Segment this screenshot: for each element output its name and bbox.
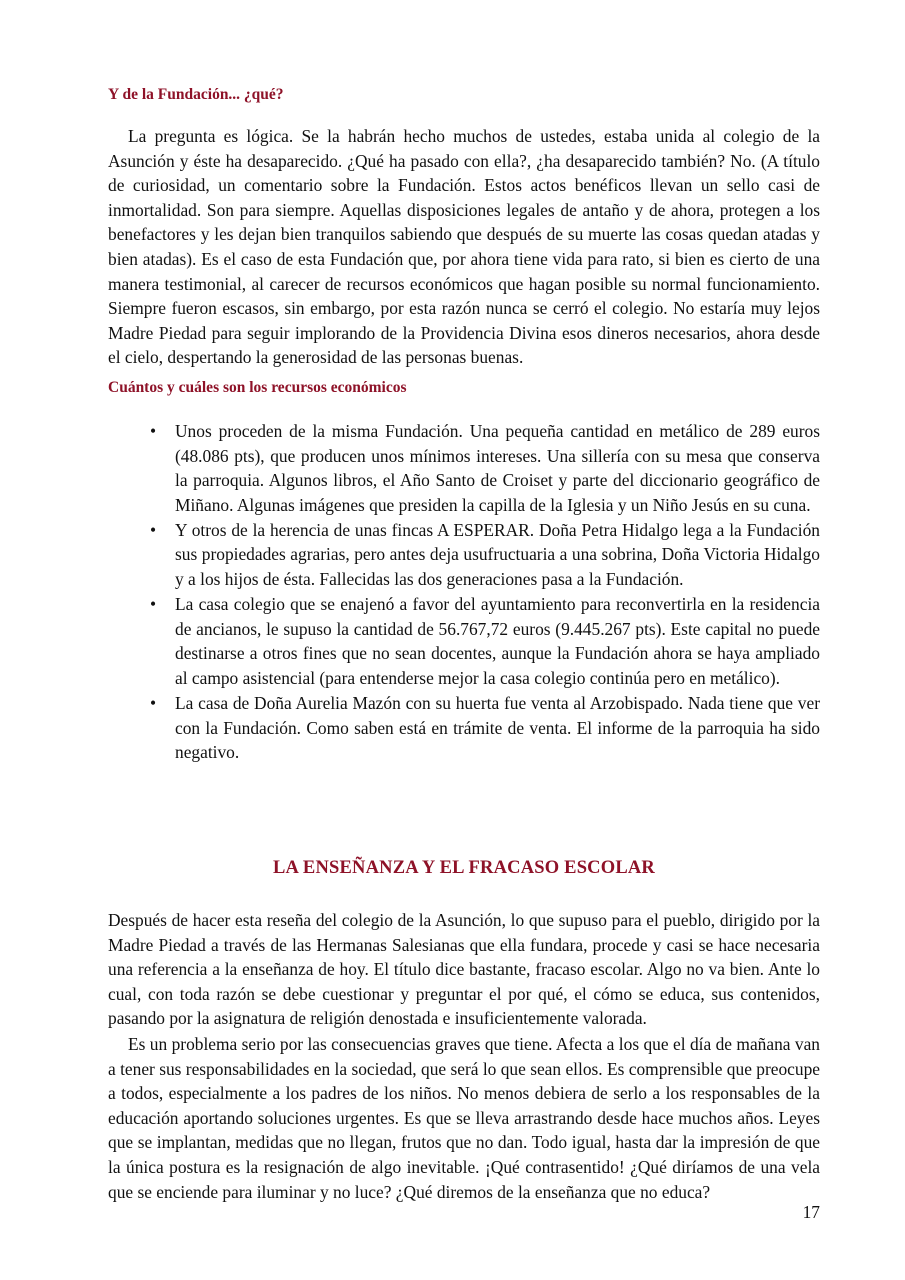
heading-recursos: Cuántos y cuáles son los recursos económicos <box>108 379 407 396</box>
list-item-text: La casa colegio que se enajenó a favor del ayuntamiento para reconvertirla en la residencia de ancianos, le supuso la cantidad de 56.767,72 euros (9.445.267 pts). Este capital no puede destinarse a otros fines que no sean docentes, aunque la Fundación ahora se haya ampliado al campo asistencial (para entenderse mejor la casa colegio continúa pero en metálico). <box>175 594 820 688</box>
page-number: 17 <box>802 1202 820 1222</box>
list-item <box>108 592 820 690</box>
recursos-bullet-list <box>108 419 820 765</box>
paragraph-ensenanza: Después de hacer esta reseña del colegio de la Asunción, lo que supuso para el pueblo, dirigido por la Madre Piedad a través de las Hermanas Salesianas que ella fundara, procede y casi se hace necesaria una referencia a la enseñanza de hoy. El título dice bastante, fracaso escolar. Algo no va bien. Ante lo cual, con toda razón se debe cuestionar y preguntar el por qué, el cómo se educa, sus contenidos, pasando por la asignatura de religión denostada e insuficientemente valorada. <box>108 910 820 1029</box>
paragraph-fundacion: La pregunta es lógica. Se la habrán hecho muchos de ustedes, estaba unida al colegio de la Asunción y éste ha desaparecido. ¿Qué ha pasado con ella?, ¿ha desaparecido también? No. (A título de curiosidad, un comentario sobre la Fundación. Estos actos benéficos llevan un sello casi de inmortalidad. Son para siempre. Aquellas disposiciones legales de antaño y de ahora, protegen a los benefactores y les dejan bien tranquilos sabiendo que después de su muerte las cosas quedan atadas y bien atadas). Es el caso de esta Fundación que, por ahora tiene vida para rato, si bien es cierto de una manera testimonial, al carecer de recursos económicos que hagan posible su normal funcionamiento. Siempre fueron escasos, sin embargo, por esta razón nunca se cerró el colegio. No estaría muy lejos Madre Piedad para seguir implorando de la Providencia Divina esos dineros necesarios, ahora desde el cielo, despertando la generosidad de las personas buenas. <box>108 126 820 368</box>
bullet-point-icon: • <box>150 693 157 714</box>
heading-fundacion: Y de la Fundación... ¿qué? <box>108 86 284 103</box>
list-item <box>108 419 820 517</box>
bullet-point-icon: • <box>150 519 157 540</box>
paragraph-problema: Es un problema serio por las consecuencias graves que tiene. Afecta a los que el día de mañana van a tener sus responsabilidades en la sociedad, que será lo que sean ellos. Es comprensible que preocupe a todos, especialmente a los padres de los niños. No menos debiera de serlo a los responsables de la educación aportando soluciones urgentes. Es que se lleva arrastrando desde hace muchos años. Leyes que se implantan, medidas que no llegan, frutos que no dan. Todo igual, hasta dar la impresión de que la única postura es la resignación de algo inevitable. ¡Qué contrasentido! ¿Qué diríamos de una vela que se enciende para iluminar y no luce? ¿Qué diremos de la enseñanza que no educa? <box>108 1034 820 1202</box>
list-item <box>108 691 820 765</box>
list-item-text: La casa de Doña Aurelia Mazón con su huerta fue venta al Arzobispado. Nada tiene que ver con la Fundación. Como saben está en trámite de venta. El informe de la parroquia ha sido negativo. <box>175 693 820 763</box>
bullet-point-icon: • <box>150 594 157 615</box>
list-item <box>108 518 820 592</box>
bullet-point-icon: • <box>150 421 157 441</box>
list-item-text: Unos proceden de la misma Fundación. Una pequeña cantidad en metálico de 289 euros (48.086 pts), que producen unos mínimos intereses. Una sillería con su mesa que conserva la parroquia. Algunos libros, el Año Santo de Croiset y parte del diccionario geográfico de Miñano. Algunas imágenes que presiden la capilla de la Iglesia y un Niño Jesús en su cuna. <box>175 421 820 515</box>
section-title-ensenanza: LA ENSEÑANZA Y EL FRACASO ESCOLAR <box>273 858 655 879</box>
list-item-text: Y otros de la herencia de unas fincas A ESPERAR. Doña Petra Hidalgo lega a la Fundación sus propiedades agrarias, pero antes deja usufructuaria a una sobrina, Doña Victoria Hidalgo y a los hijos de ésta. Fallecidas las dos generaciones pasa a la Fundación. <box>175 519 820 590</box>
